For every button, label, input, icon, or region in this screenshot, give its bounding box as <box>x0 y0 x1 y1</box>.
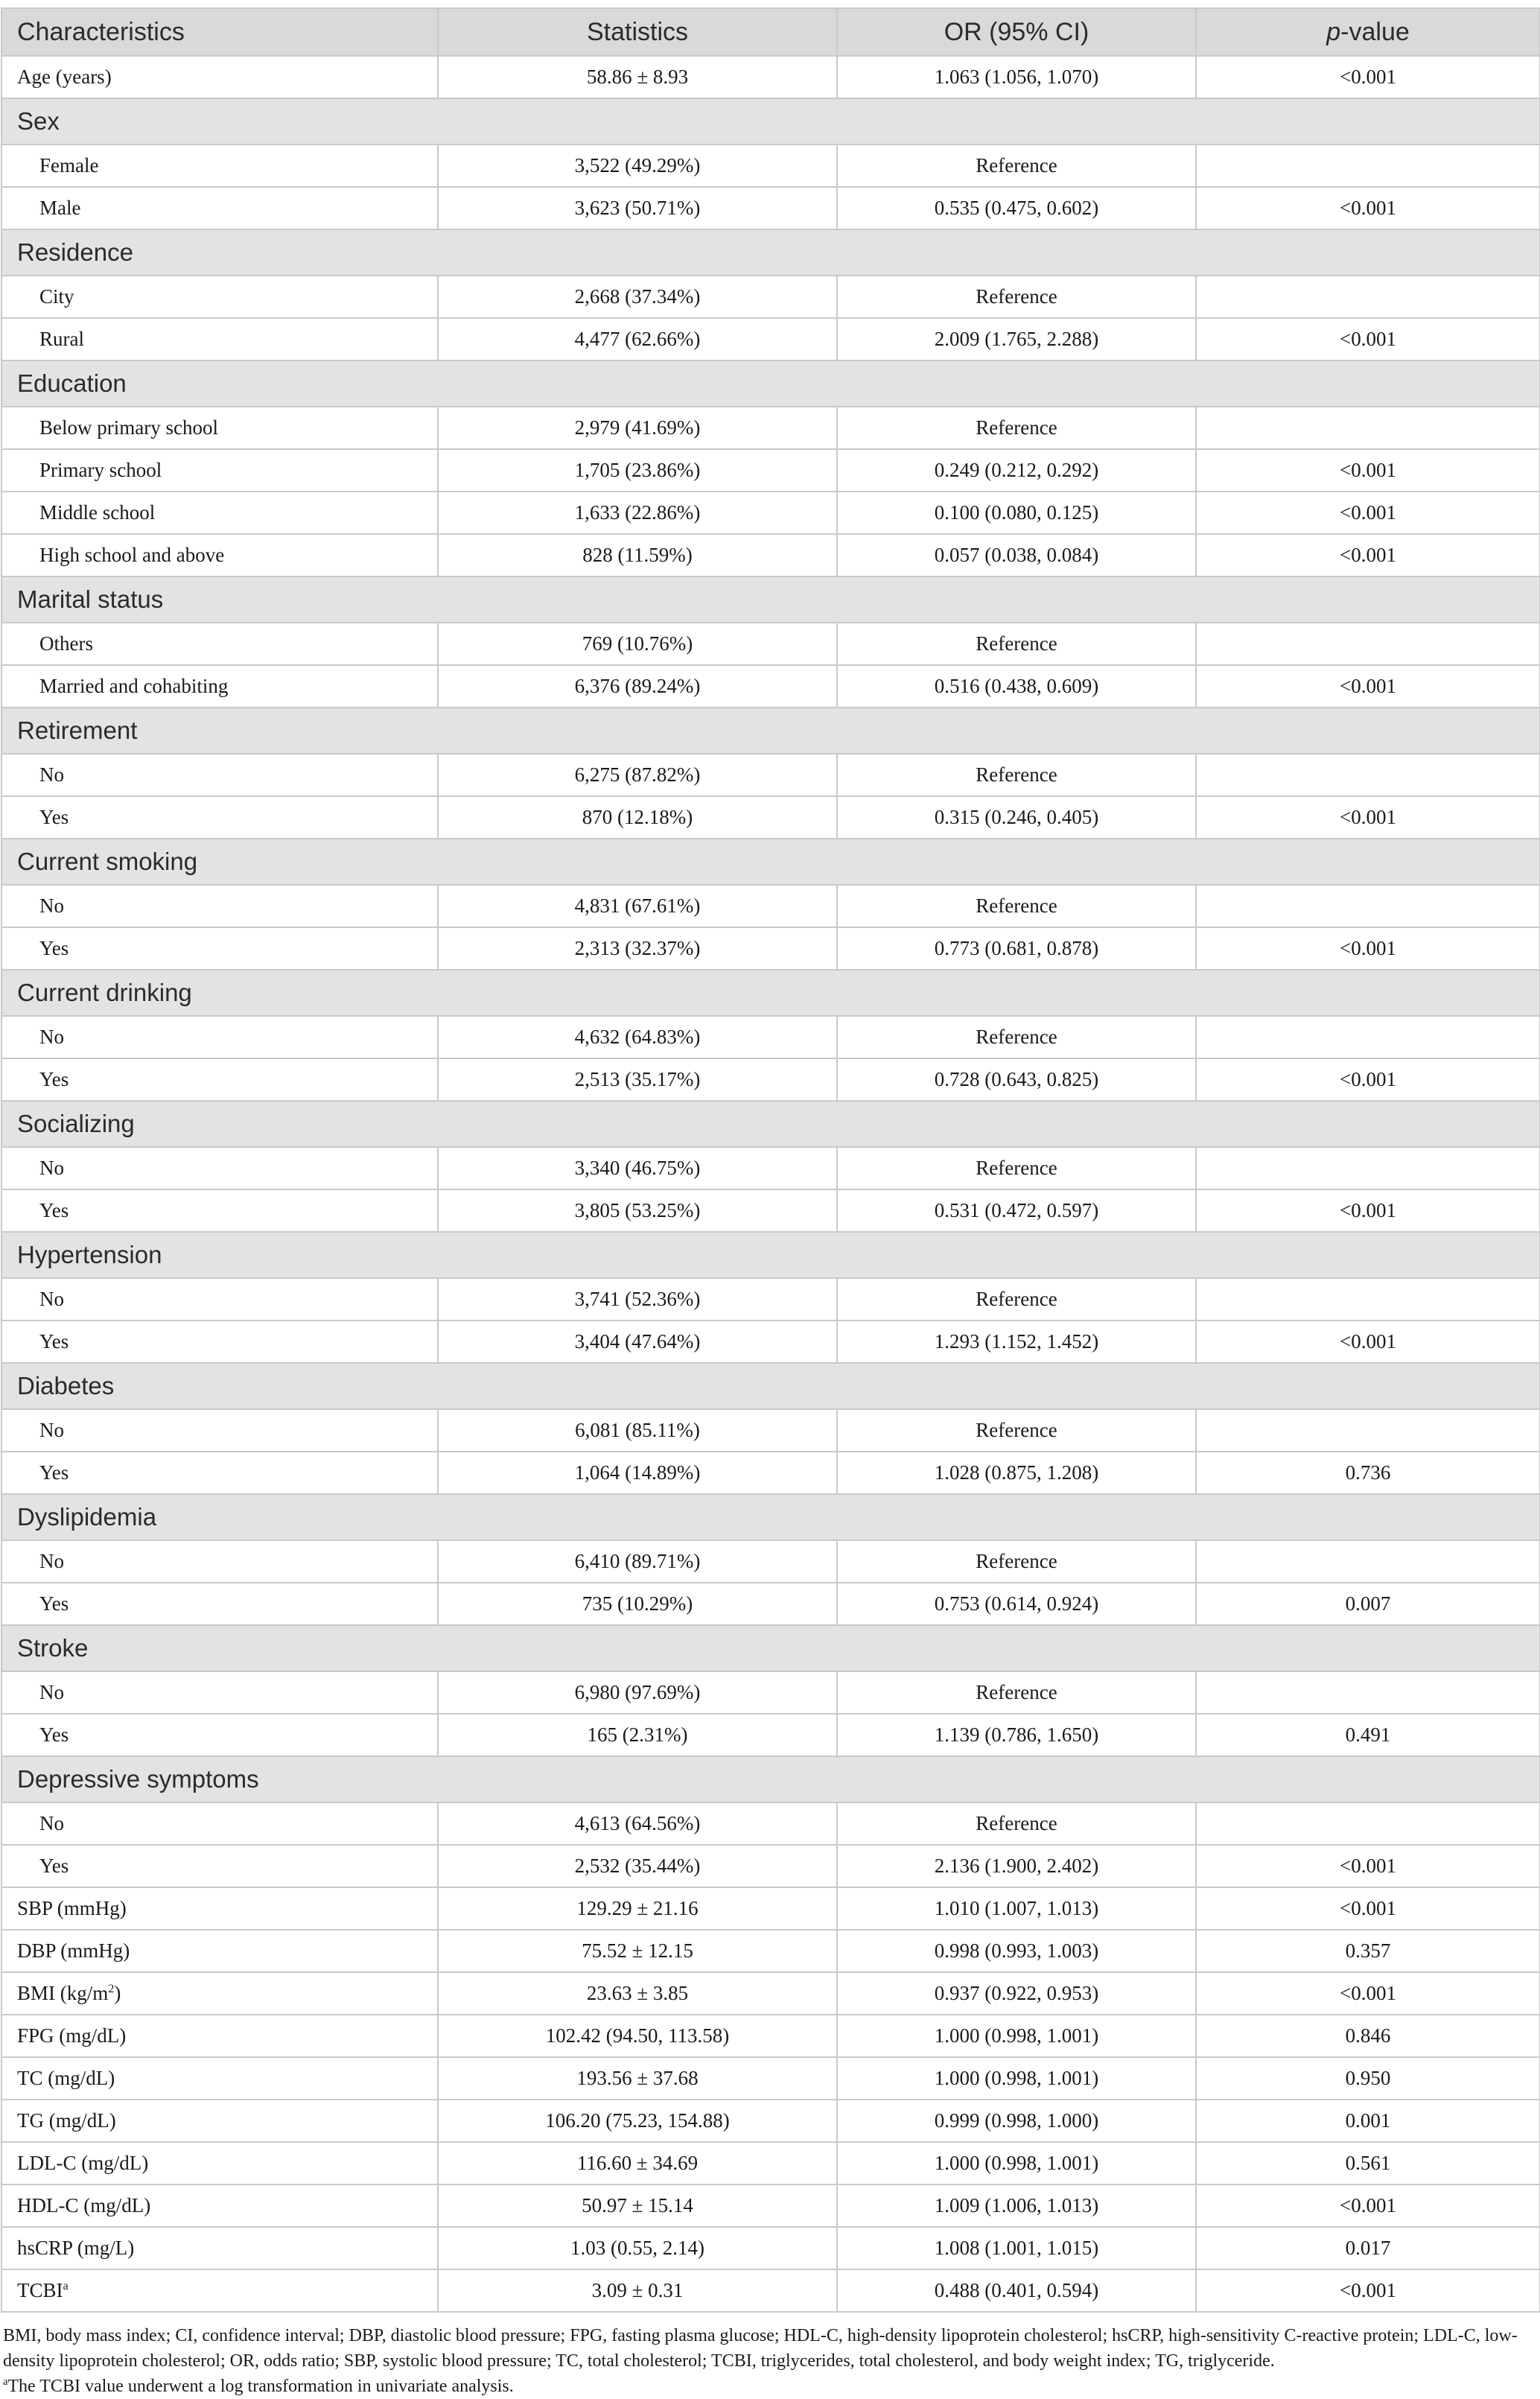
table-row <box>1 623 1540 665</box>
statistics-cell: 769 (10.76%) <box>438 623 837 665</box>
statistics-cell: 3.09 ± 0.31 <box>438 2269 837 2312</box>
table-row <box>1 1540 1540 1583</box>
table-row <box>1 1409 1540 1452</box>
or-ci-cell: 0.315 (0.246, 0.405) <box>837 796 1196 839</box>
or-ci-cell: Reference <box>837 1802 1196 1845</box>
or-ci-cell: Reference <box>837 144 1196 187</box>
p-value-cell <box>1196 1147 1540 1189</box>
p-value-cell: <0.001 <box>1196 796 1540 839</box>
header-statistics: Statistics <box>438 8 837 56</box>
header-p-italic: p <box>1326 17 1341 46</box>
p-value-cell: 0.357 <box>1196 1930 1540 1972</box>
statistics-cell: 3,623 (50.71%) <box>438 187 837 229</box>
p-value-cell: <0.001 <box>1196 927 1540 970</box>
row-label: Yes <box>1 927 438 970</box>
header-or-ci: OR (95% CI) <box>837 8 1196 56</box>
group-label: Sex <box>1 98 1540 144</box>
statistics-cell: 116.60 ± 34.69 <box>438 2142 837 2184</box>
or-ci-cell: Reference <box>837 1671 1196 1714</box>
group-header-row <box>1 360 1540 407</box>
statistics-cell: 4,613 (64.56%) <box>438 1802 837 1845</box>
row-label: No <box>1 1409 438 1452</box>
table-row <box>1 1802 1540 1845</box>
group-header-row <box>1 576 1540 623</box>
footnote-note-text: The TCBI value underwent a log transformation in univariate analysis. <box>7 2377 514 2396</box>
p-value-cell: <0.001 <box>1196 1972 1540 2015</box>
statistics-cell: 2,668 (37.34%) <box>438 276 837 318</box>
p-value-cell <box>1196 1409 1540 1452</box>
p-value-cell: <0.001 <box>1196 2269 1540 2312</box>
row-label: No <box>1 1671 438 1714</box>
table-row <box>1 1452 1540 1494</box>
or-ci-cell: 1.293 (1.152, 1.452) <box>837 1321 1196 1363</box>
table-row <box>1 144 1540 187</box>
footnote-marker: a <box>3 2376 8 2388</box>
table-row <box>1 796 1540 839</box>
p-value-cell: 0.736 <box>1196 1452 1540 1494</box>
table-row <box>1 1714 1540 1756</box>
or-ci-cell: 1.008 (1.001, 1.015) <box>837 2227 1196 2269</box>
statistics-cell: 2,979 (41.69%) <box>438 407 837 449</box>
table-row <box>1 1583 1540 1625</box>
or-ci-cell: 0.057 (0.038, 0.084) <box>837 534 1196 576</box>
or-ci-cell: Reference <box>837 623 1196 665</box>
table-row <box>1 1887 1540 1930</box>
p-value-cell: 0.950 <box>1196 2057 1540 2100</box>
table-row <box>1 2184 1540 2227</box>
statistics-cell: 23.63 ± 3.85 <box>438 1972 837 2015</box>
p-value-cell: <0.001 <box>1196 665 1540 708</box>
p-value-cell: <0.001 <box>1196 2184 1540 2227</box>
row-label: Yes <box>1 1845 438 1887</box>
table-row <box>1 1321 1540 1363</box>
or-ci-cell: Reference <box>837 1540 1196 1583</box>
statistics-cell: 3,340 (46.75%) <box>438 1147 837 1189</box>
group-label: Diabetes <box>1 1363 1540 1409</box>
table-header <box>1 8 1540 56</box>
or-ci-cell: 2.009 (1.765, 2.288) <box>837 318 1196 360</box>
table-row <box>1 1016 1540 1058</box>
p-value-cell <box>1196 144 1540 187</box>
statistics-cell: 6,376 (89.24%) <box>438 665 837 708</box>
or-ci-cell: 0.773 (0.681, 0.878) <box>837 927 1196 970</box>
row-label: DBP (mmHg) <box>1 1930 438 1972</box>
group-label: Retirement <box>1 708 1540 754</box>
or-ci-cell: Reference <box>837 276 1196 318</box>
group-label: Stroke <box>1 1625 1540 1671</box>
row-label: Age (years) <box>1 56 438 98</box>
table-row <box>1 276 1540 318</box>
row-label: Others <box>1 623 438 665</box>
statistics-cell: 50.97 ± 15.14 <box>438 2184 837 2227</box>
or-ci-cell: 0.937 (0.922, 0.953) <box>837 1972 1196 2015</box>
table-row <box>1 927 1540 970</box>
row-label: No <box>1 754 438 796</box>
or-ci-cell: 0.488 (0.401, 0.594) <box>837 2269 1196 2312</box>
p-value-cell: 0.001 <box>1196 2100 1540 2142</box>
row-label: Yes <box>1 1321 438 1363</box>
or-ci-cell: 1.000 (0.998, 1.001) <box>837 2015 1196 2057</box>
or-ci-cell: 1.028 (0.875, 1.208) <box>837 1452 1196 1494</box>
row-label: Yes <box>1 1058 438 1101</box>
or-ci-cell: 0.531 (0.472, 0.597) <box>837 1189 1196 1232</box>
row-label-superscript: 2 <box>108 1982 115 1995</box>
statistics-cell: 2,513 (35.17%) <box>438 1058 837 1101</box>
row-label <box>1 2269 438 2312</box>
or-ci-cell: 1.009 (1.006, 1.013) <box>837 2184 1196 2227</box>
p-value-cell <box>1196 754 1540 796</box>
statistics-cell: 2,532 (35.44%) <box>438 1845 837 1887</box>
or-ci-cell: 1.063 (1.056, 1.070) <box>837 56 1196 98</box>
row-label: Primary school <box>1 449 438 492</box>
statistics-cell: 3,741 (52.36%) <box>438 1278 837 1321</box>
row-label: hsCRP (mg/L) <box>1 2227 438 2269</box>
table-row <box>1 2015 1540 2057</box>
row-label: TG (mg/dL) <box>1 2100 438 2142</box>
row-label: No <box>1 1016 438 1058</box>
p-value-cell <box>1196 1016 1540 1058</box>
or-ci-cell: 0.516 (0.438, 0.609) <box>837 665 1196 708</box>
p-value-cell <box>1196 1802 1540 1845</box>
row-label: Male <box>1 187 438 229</box>
header-p-value <box>1196 8 1540 56</box>
row-label: Female <box>1 144 438 187</box>
footnotes <box>0 2323 1540 2399</box>
or-ci-cell: 0.999 (0.998, 1.000) <box>837 2100 1196 2142</box>
table-row <box>1 2227 1540 2269</box>
statistics-cell: 3,404 (47.64%) <box>438 1321 837 1363</box>
row-label: HDL-C (mg/dL) <box>1 2184 438 2227</box>
or-ci-cell: 1.000 (0.998, 1.001) <box>837 2057 1196 2100</box>
row-label-text: TCBI <box>17 2279 63 2301</box>
or-ci-cell: 0.249 (0.212, 0.292) <box>837 449 1196 492</box>
header-p-rest: -value <box>1340 17 1410 46</box>
or-ci-cell: 0.728 (0.643, 0.825) <box>837 1058 1196 1101</box>
table-row <box>1 534 1540 576</box>
or-ci-cell: Reference <box>837 1409 1196 1452</box>
row-label: Middle school <box>1 492 438 534</box>
group-header-row <box>1 98 1540 144</box>
table-row <box>1 665 1540 708</box>
group-header-row <box>1 1363 1540 1409</box>
table-row <box>1 407 1540 449</box>
p-value-cell: 0.491 <box>1196 1714 1540 1756</box>
p-value-cell <box>1196 1278 1540 1321</box>
p-value-cell: <0.001 <box>1196 56 1540 98</box>
p-value-cell <box>1196 1671 1540 1714</box>
p-value-cell: 0.007 <box>1196 1583 1540 1625</box>
table-row <box>1 1972 1540 2015</box>
table-row <box>1 1930 1540 1972</box>
header-characteristics: Characteristics <box>1 8 438 56</box>
group-header-row <box>1 1756 1540 1802</box>
table-row <box>1 449 1540 492</box>
statistics-cell: 4,632 (64.83%) <box>438 1016 837 1058</box>
or-ci-cell: 1.010 (1.007, 1.013) <box>837 1887 1196 1930</box>
p-value-cell <box>1196 885 1540 927</box>
p-value-cell <box>1196 276 1540 318</box>
statistics-cell: 870 (12.18%) <box>438 796 837 839</box>
p-value-cell <box>1196 1540 1540 1583</box>
p-value-cell: 0.561 <box>1196 2142 1540 2184</box>
table-row <box>1 1189 1540 1232</box>
row-label: FPG (mg/dL) <box>1 2015 438 2057</box>
table-row <box>1 187 1540 229</box>
results-table <box>1 7 1540 2313</box>
or-ci-cell: 0.100 (0.080, 0.125) <box>837 492 1196 534</box>
row-label: Yes <box>1 1714 438 1756</box>
footnote-note <box>3 2374 1540 2399</box>
group-label: Dyslipidemia <box>1 1494 1540 1540</box>
or-ci-cell: Reference <box>837 885 1196 927</box>
statistics-cell: 6,081 (85.11%) <box>438 1409 837 1452</box>
table-row <box>1 1058 1540 1101</box>
table-row <box>1 56 1540 98</box>
row-label: No <box>1 1147 438 1189</box>
table-row <box>1 2100 1540 2142</box>
statistics-cell: 75.52 ± 12.15 <box>438 1930 837 1972</box>
statistics-cell: 6,410 (89.71%) <box>438 1540 837 1583</box>
or-ci-cell: Reference <box>837 407 1196 449</box>
p-value-cell: <0.001 <box>1196 187 1540 229</box>
table-row <box>1 2142 1540 2184</box>
or-ci-cell: Reference <box>837 1278 1196 1321</box>
group-label: Residence <box>1 229 1540 276</box>
table-row <box>1 2057 1540 2100</box>
p-value-cell <box>1196 623 1540 665</box>
p-value-cell: <0.001 <box>1196 318 1540 360</box>
statistics-cell: 735 (10.29%) <box>438 1583 837 1625</box>
row-label: Yes <box>1 1189 438 1232</box>
table-row <box>1 885 1540 927</box>
statistics-cell: 2,313 (32.37%) <box>438 927 837 970</box>
p-value-cell: <0.001 <box>1196 492 1540 534</box>
footnote-abbreviations: BMI, body mass index; CI, confidence interval; DBP, diastolic blood pressure; FPG, fasting plasma glucose; HDL-C, high-density lipoprotein cholesterol; hsCRP, high-sensitivity C-reactive protein; LDL-C, low-density lipoprotein cholesterol; OR, odds ratio; SBP, systolic blood pressure; TC, total cholesterol; TCBI, triglycerides, total cholesterol, and body weight index; TG, triglyceride. <box>3 2326 1518 2371</box>
group-label: Marital status <box>1 576 1540 623</box>
p-value-cell: <0.001 <box>1196 1189 1540 1232</box>
table-row <box>1 1671 1540 1714</box>
row-label: Rural <box>1 318 438 360</box>
row-label-text: BMI (kg/m <box>17 1982 109 2004</box>
or-ci-cell: 1.000 (0.998, 1.001) <box>837 2142 1196 2184</box>
statistics-cell: 4,477 (62.66%) <box>438 318 837 360</box>
table-row <box>1 2269 1540 2312</box>
row-label: SBP (mmHg) <box>1 1887 438 1930</box>
p-value-cell: <0.001 <box>1196 449 1540 492</box>
group-header-row <box>1 1494 1540 1540</box>
group-header-row <box>1 1625 1540 1671</box>
p-value-cell: <0.001 <box>1196 1845 1540 1887</box>
or-ci-cell: 1.139 (0.786, 1.650) <box>837 1714 1196 1756</box>
statistics-cell: 193.56 ± 37.68 <box>438 2057 837 2100</box>
group-label: Depressive symptoms <box>1 1756 1540 1802</box>
statistics-cell: 1.03 (0.55, 2.14) <box>438 2227 837 2269</box>
group-label: Current drinking <box>1 970 1540 1016</box>
group-label: Current smoking <box>1 839 1540 885</box>
group-header-row <box>1 839 1540 885</box>
table-row <box>1 1147 1540 1189</box>
p-value-cell <box>1196 407 1540 449</box>
statistics-cell: 106.20 (75.23, 154.88) <box>438 2100 837 2142</box>
statistics-cell: 102.42 (94.50, 113.58) <box>438 2015 837 2057</box>
group-header-row <box>1 229 1540 276</box>
or-ci-cell: 2.136 (1.900, 2.402) <box>837 1845 1196 1887</box>
or-ci-cell: Reference <box>837 1016 1196 1058</box>
row-label: No <box>1 1278 438 1321</box>
statistics-cell: 1,064 (14.89%) <box>438 1452 837 1494</box>
group-label: Hypertension <box>1 1232 1540 1278</box>
p-value-cell: <0.001 <box>1196 534 1540 576</box>
row-label: City <box>1 276 438 318</box>
group-header-row <box>1 708 1540 754</box>
table-row <box>1 318 1540 360</box>
row-label: Yes <box>1 1452 438 1494</box>
table-row <box>1 1845 1540 1887</box>
row-label-suffix: ) <box>114 1982 121 2004</box>
statistics-cell: 6,980 (97.69%) <box>438 1671 837 1714</box>
or-ci-cell: Reference <box>837 754 1196 796</box>
row-label: Yes <box>1 796 438 839</box>
group-header-row <box>1 1232 1540 1278</box>
group-label: Education <box>1 360 1540 407</box>
row-label: No <box>1 1540 438 1583</box>
row-label: No <box>1 885 438 927</box>
row-label: Married and cohabiting <box>1 665 438 708</box>
or-ci-cell: Reference <box>837 1147 1196 1189</box>
p-value-cell: <0.001 <box>1196 1058 1540 1101</box>
row-label: No <box>1 1802 438 1845</box>
p-value-cell: <0.001 <box>1196 1321 1540 1363</box>
row-label: Below primary school <box>1 407 438 449</box>
group-header-row <box>1 1101 1540 1147</box>
header-row <box>1 8 1540 56</box>
p-value-cell: 0.846 <box>1196 2015 1540 2057</box>
table-row <box>1 1278 1540 1321</box>
row-label <box>1 1972 438 2015</box>
statistics-cell: 828 (11.59%) <box>438 534 837 576</box>
statistics-cell: 129.29 ± 21.16 <box>438 1887 837 1930</box>
statistics-cell: 58.86 ± 8.93 <box>438 56 837 98</box>
table-body <box>1 56 1540 2312</box>
table-row <box>1 492 1540 534</box>
row-label: High school and above <box>1 534 438 576</box>
or-ci-cell: 0.535 (0.475, 0.602) <box>837 187 1196 229</box>
statistics-cell: 1,633 (22.86%) <box>438 492 837 534</box>
or-ci-cell: 0.753 (0.614, 0.924) <box>837 1583 1196 1625</box>
statistics-cell: 165 (2.31%) <box>438 1714 837 1756</box>
or-ci-cell: 0.998 (0.993, 1.003) <box>837 1930 1196 1972</box>
statistics-cell: 6,275 (87.82%) <box>438 754 837 796</box>
row-label: Yes <box>1 1583 438 1625</box>
p-value-cell: <0.001 <box>1196 1887 1540 1930</box>
row-label: TC (mg/dL) <box>1 2057 438 2100</box>
group-label: Socializing <box>1 1101 1540 1147</box>
statistics-cell: 4,831 (67.61%) <box>438 885 837 927</box>
row-label-superscript: a <box>63 2279 69 2292</box>
row-label: LDL-C (mg/dL) <box>1 2142 438 2184</box>
group-header-row <box>1 970 1540 1016</box>
p-value-cell: 0.017 <box>1196 2227 1540 2269</box>
table-row <box>1 754 1540 796</box>
statistics-cell: 3,805 (53.25%) <box>438 1189 837 1232</box>
statistics-cell: 1,705 (23.86%) <box>438 449 837 492</box>
statistics-cell: 3,522 (49.29%) <box>438 144 837 187</box>
